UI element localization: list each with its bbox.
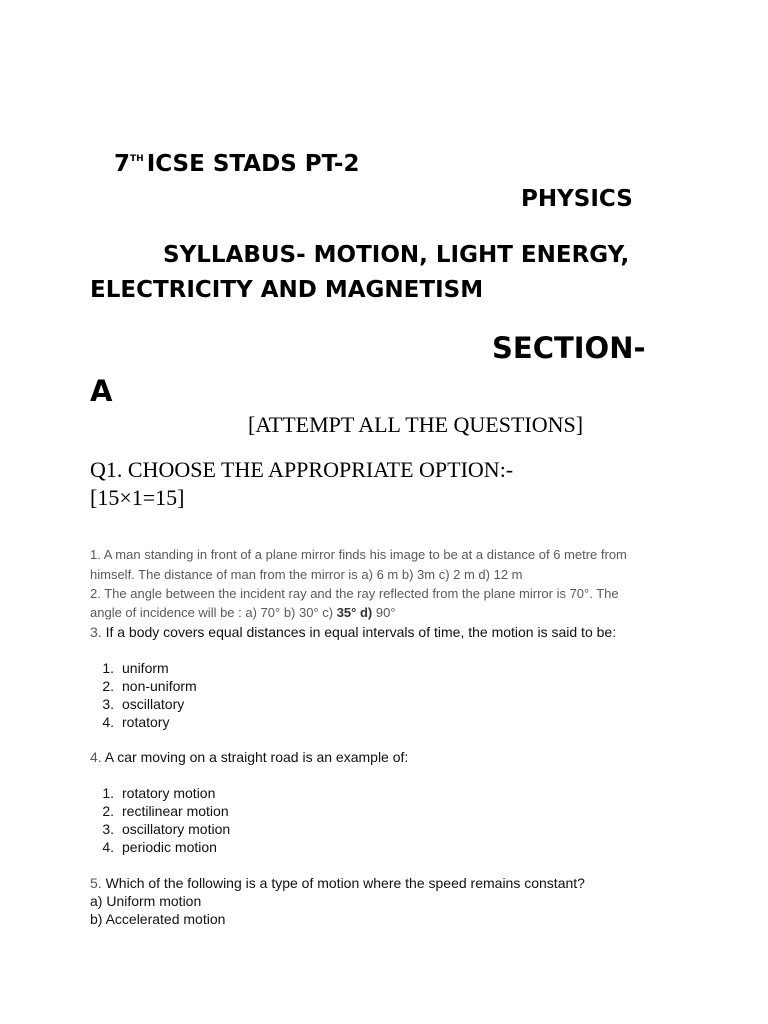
- question-text: Which of the following is a type of motion where the speed remains constant?: [101, 875, 585, 891]
- question-3: [90, 624, 616, 640]
- title-superscript: TH: [130, 154, 144, 164]
- q1-heading: Q1. CHOOSE THE APPROPRIATE OPTION:-: [90, 457, 514, 482]
- option-label: oscillatory motion: [122, 821, 231, 837]
- option-item: 1. rotatory motion: [102, 785, 216, 801]
- section-letter: A: [90, 374, 113, 408]
- question-number: 3.: [90, 624, 102, 640]
- question-2-line-1: 2. The angle between the incident ray and the ray reflected from the plane mirror is 70°. The: [90, 586, 619, 601]
- option-item: 3. oscillatory motion: [102, 821, 231, 837]
- option-label: periodic motion: [122, 839, 217, 855]
- title-text: ICSE STADS PT-2: [146, 151, 360, 177]
- question-text: A car moving on a straight road is an example of:: [101, 749, 409, 765]
- option-item: 2. rectilinear motion: [102, 803, 229, 819]
- question-5-option-a: a) Uniform motion: [90, 893, 202, 909]
- syllabus-line-1: SYLLABUS- MOTION, LIGHT ENERGY,: [163, 242, 630, 268]
- option-item: 4. rotatory: [102, 714, 170, 730]
- syllabus-line-2: ELECTRICITY AND MAGNETISM: [90, 277, 484, 303]
- option-label: oscillatory: [122, 696, 185, 712]
- option-label: rectilinear motion: [122, 803, 229, 819]
- section-heading: SECTION-: [492, 331, 646, 365]
- question-text: If a body covers equal distances in equal intervals of time, the motion is said to be:: [101, 624, 617, 640]
- option-item: 4. periodic motion: [102, 839, 217, 855]
- question-number: 4.: [90, 749, 102, 765]
- option-label: uniform: [122, 660, 169, 676]
- attempt-instruction: [ATTEMPT ALL THE QUESTIONS]: [248, 412, 584, 437]
- question-1-line-1: 1. A man standing in front of a plane mirror finds his image to be at a distance of 6 metre from: [90, 547, 627, 562]
- title-grade: 7: [114, 151, 131, 177]
- question-2-text-end: 90°: [372, 605, 396, 620]
- document-title: [114, 151, 359, 177]
- question-2-bold-answer: 35° d): [336, 605, 373, 620]
- question-2-line-2: [90, 605, 396, 620]
- q1-marks: [15×1=15]: [90, 485, 185, 510]
- option-item: 3. oscillatory: [102, 696, 185, 712]
- question-5-option-b: b) Accelerated motion: [90, 911, 226, 927]
- option-label: non-uniform: [122, 678, 197, 694]
- question-number: 5.: [90, 875, 102, 891]
- question-1-line-2: himself. The distance of man from the mirror is a) 6 m b) 3m c) 2 m d) 12 m: [90, 567, 523, 582]
- option-item: 1. uniform: [102, 660, 169, 676]
- option-label: rotatory: [122, 714, 170, 730]
- question-5: [90, 875, 585, 891]
- question-2-text: angle of incidence will be : a) 70° b) 30° c): [90, 605, 337, 620]
- question-4: [90, 749, 408, 765]
- option-label: rotatory motion: [122, 785, 216, 801]
- option-item: 2. non-uniform: [102, 678, 197, 694]
- subject-heading: PHYSICS: [521, 186, 633, 212]
